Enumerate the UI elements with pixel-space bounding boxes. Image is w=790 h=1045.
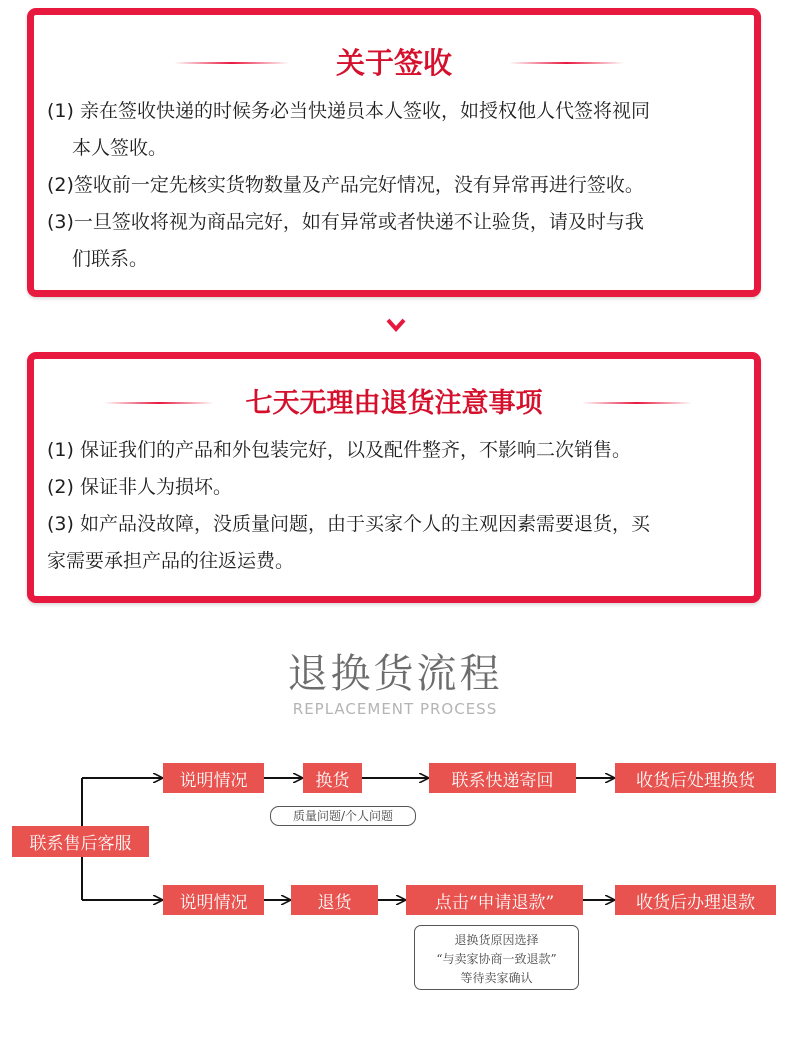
refund-note-line-3: 等待卖家确认 [460, 971, 533, 985]
refund-note [414, 925, 579, 990]
exchange-note: 质量问题/个人问题 [270, 806, 416, 826]
start-box: 联系售后客服 [12, 826, 149, 857]
signing-item-3-cont: 们联系。 [72, 248, 149, 270]
signing-item-2: (2)签收前一定先核实货物数量及产品完好情况，没有异常再进行签收。 [47, 174, 644, 196]
signing-item-1: (1) 亲在签收快递的时候务必当快递员本人签收，如授权他人代签将视同 [47, 100, 650, 122]
returns-item-1: (1) 保证我们的产品和外包装完好，以及配件整齐，不影响二次销售。 [47, 439, 631, 461]
returns-title: 七天无理由退货注意事项 [245, 388, 543, 419]
exchange-step-3: 联系快递寄回 [429, 763, 576, 793]
refund-note-line-1: 退换货原因选择 [454, 933, 539, 947]
returns-item-3-cont: 家需要承担产品的往返运费。 [47, 550, 295, 572]
signing-item-3: (3)一旦签收将视为商品完好，如有异常或者快递不让验货，请及时与我 [47, 211, 644, 233]
process-title: 退换货流程 [287, 651, 503, 697]
refund-step-3: 点击“申请退款” [406, 885, 583, 915]
refund-note-line-2: “与卖家协商一致退款” [436, 952, 557, 966]
signing-item-1-cont: 本人签收。 [72, 137, 168, 159]
returns-item-2: (2) 保证非人为损坏。 [47, 476, 232, 498]
returns-item-3: (3) 如产品没故障，没质量问题，由于买家个人的主观因素需要退货，买 [47, 513, 650, 535]
exchange-step-4: 收货后处理换货 [615, 763, 776, 793]
process-subtitle: REPLACEMENT PROCESS [292, 700, 498, 718]
refund-step-1: 说明情况 [163, 885, 264, 915]
refund-step-4: 收货后办理退款 [615, 885, 776, 915]
signing-title: 关于签收 [335, 46, 452, 80]
refund-step-2: 退货 [291, 885, 378, 915]
exchange-step-2: 换货 [303, 763, 362, 793]
exchange-step-1: 说明情况 [163, 763, 264, 793]
